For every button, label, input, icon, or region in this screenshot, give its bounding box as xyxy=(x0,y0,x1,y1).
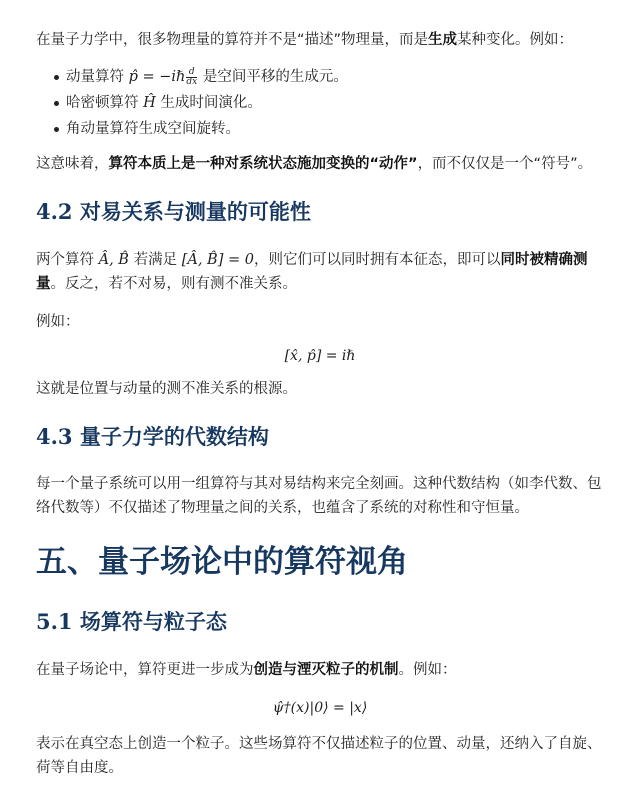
intro-bold: 生成 xyxy=(428,32,458,48)
intro-text-end: 某种变化。例如： xyxy=(457,32,574,48)
bullet-icon xyxy=(54,127,59,132)
bullet-list xyxy=(36,64,604,142)
creation-equation: ψ̂†(x)|0⟩ = |x⟩ xyxy=(272,700,368,716)
intro-paragraph xyxy=(36,28,604,52)
commutator-equation: [x̂, p̂] = iℏ xyxy=(284,348,356,364)
list-item: 角动量算符生成空间旋转。 xyxy=(36,116,604,142)
chapter-heading-5: 五、量子场论中的算符视角 xyxy=(36,544,408,580)
example-label: 例如： xyxy=(36,314,80,330)
section-heading-4-3: 4.3 量子力学的代数结构 xyxy=(36,424,269,449)
field-operator-paragraph: 在量子场论中，算符更进一步成为创造与湮灭粒子的机制。例如： xyxy=(36,662,457,678)
section-heading-5-1: 5.1 场算符与粒子态 xyxy=(36,609,227,634)
commutation-paragraph: 两个算符 Â, B̂ 若满足 [Â, B̂] = 0，则它们可以同时拥有本征态，即可以同时被精确测量。反之，若不对易，则有测不准关系。 xyxy=(36,252,588,292)
section-heading-4-2: 4.2 对易关系与测量的可能性 xyxy=(36,199,311,224)
meaning-paragraph: 这意味着，算符本质上是一种对系统状态施加变换的“动作”，而不仅仅是一个“符号”。 xyxy=(36,156,593,172)
commutator-formula: [Â, B̂] = 0 xyxy=(181,252,254,268)
operators-symbol: Â, B̂ xyxy=(98,252,129,268)
momentum-formula: p̂ = −iℏ xyxy=(128,69,186,85)
bullet-icon xyxy=(54,75,59,80)
algebra-paragraph: 每一个量子系统可以用一组算符与其对易结构来完全刻画。这种代数结构（如李代数、包络代数等）不仅描述了物理量之间的关系，也蕴含了系统的对称性和守恒量。 xyxy=(36,476,602,516)
list-item: 动量算符 p̂ = −iℏ $\frac{d}{dx}$ 是空间平移的生成元。 xyxy=(36,64,604,90)
list-item: 哈密顿算符 Ĥ 生成时间演化。 xyxy=(36,90,604,116)
creation-explanation-paragraph: 表示在真空态上创造一个粒子。这些场算符不仅描述粒子的位置、动量，还纳入了自旋、荷等自由度。 xyxy=(36,736,602,776)
intro-text: 在量子力学中，很多物理量的算符并不是“描述”物理量，而是 xyxy=(36,32,429,48)
uncertainty-paragraph: 这就是位置与动量的测不准关系的根源。 xyxy=(36,381,297,397)
derivative-fraction: $\frac{d}{dx}$ xyxy=(186,66,198,87)
hamiltonian-symbol: Ĥ xyxy=(143,95,156,111)
bullet-icon xyxy=(54,101,59,106)
